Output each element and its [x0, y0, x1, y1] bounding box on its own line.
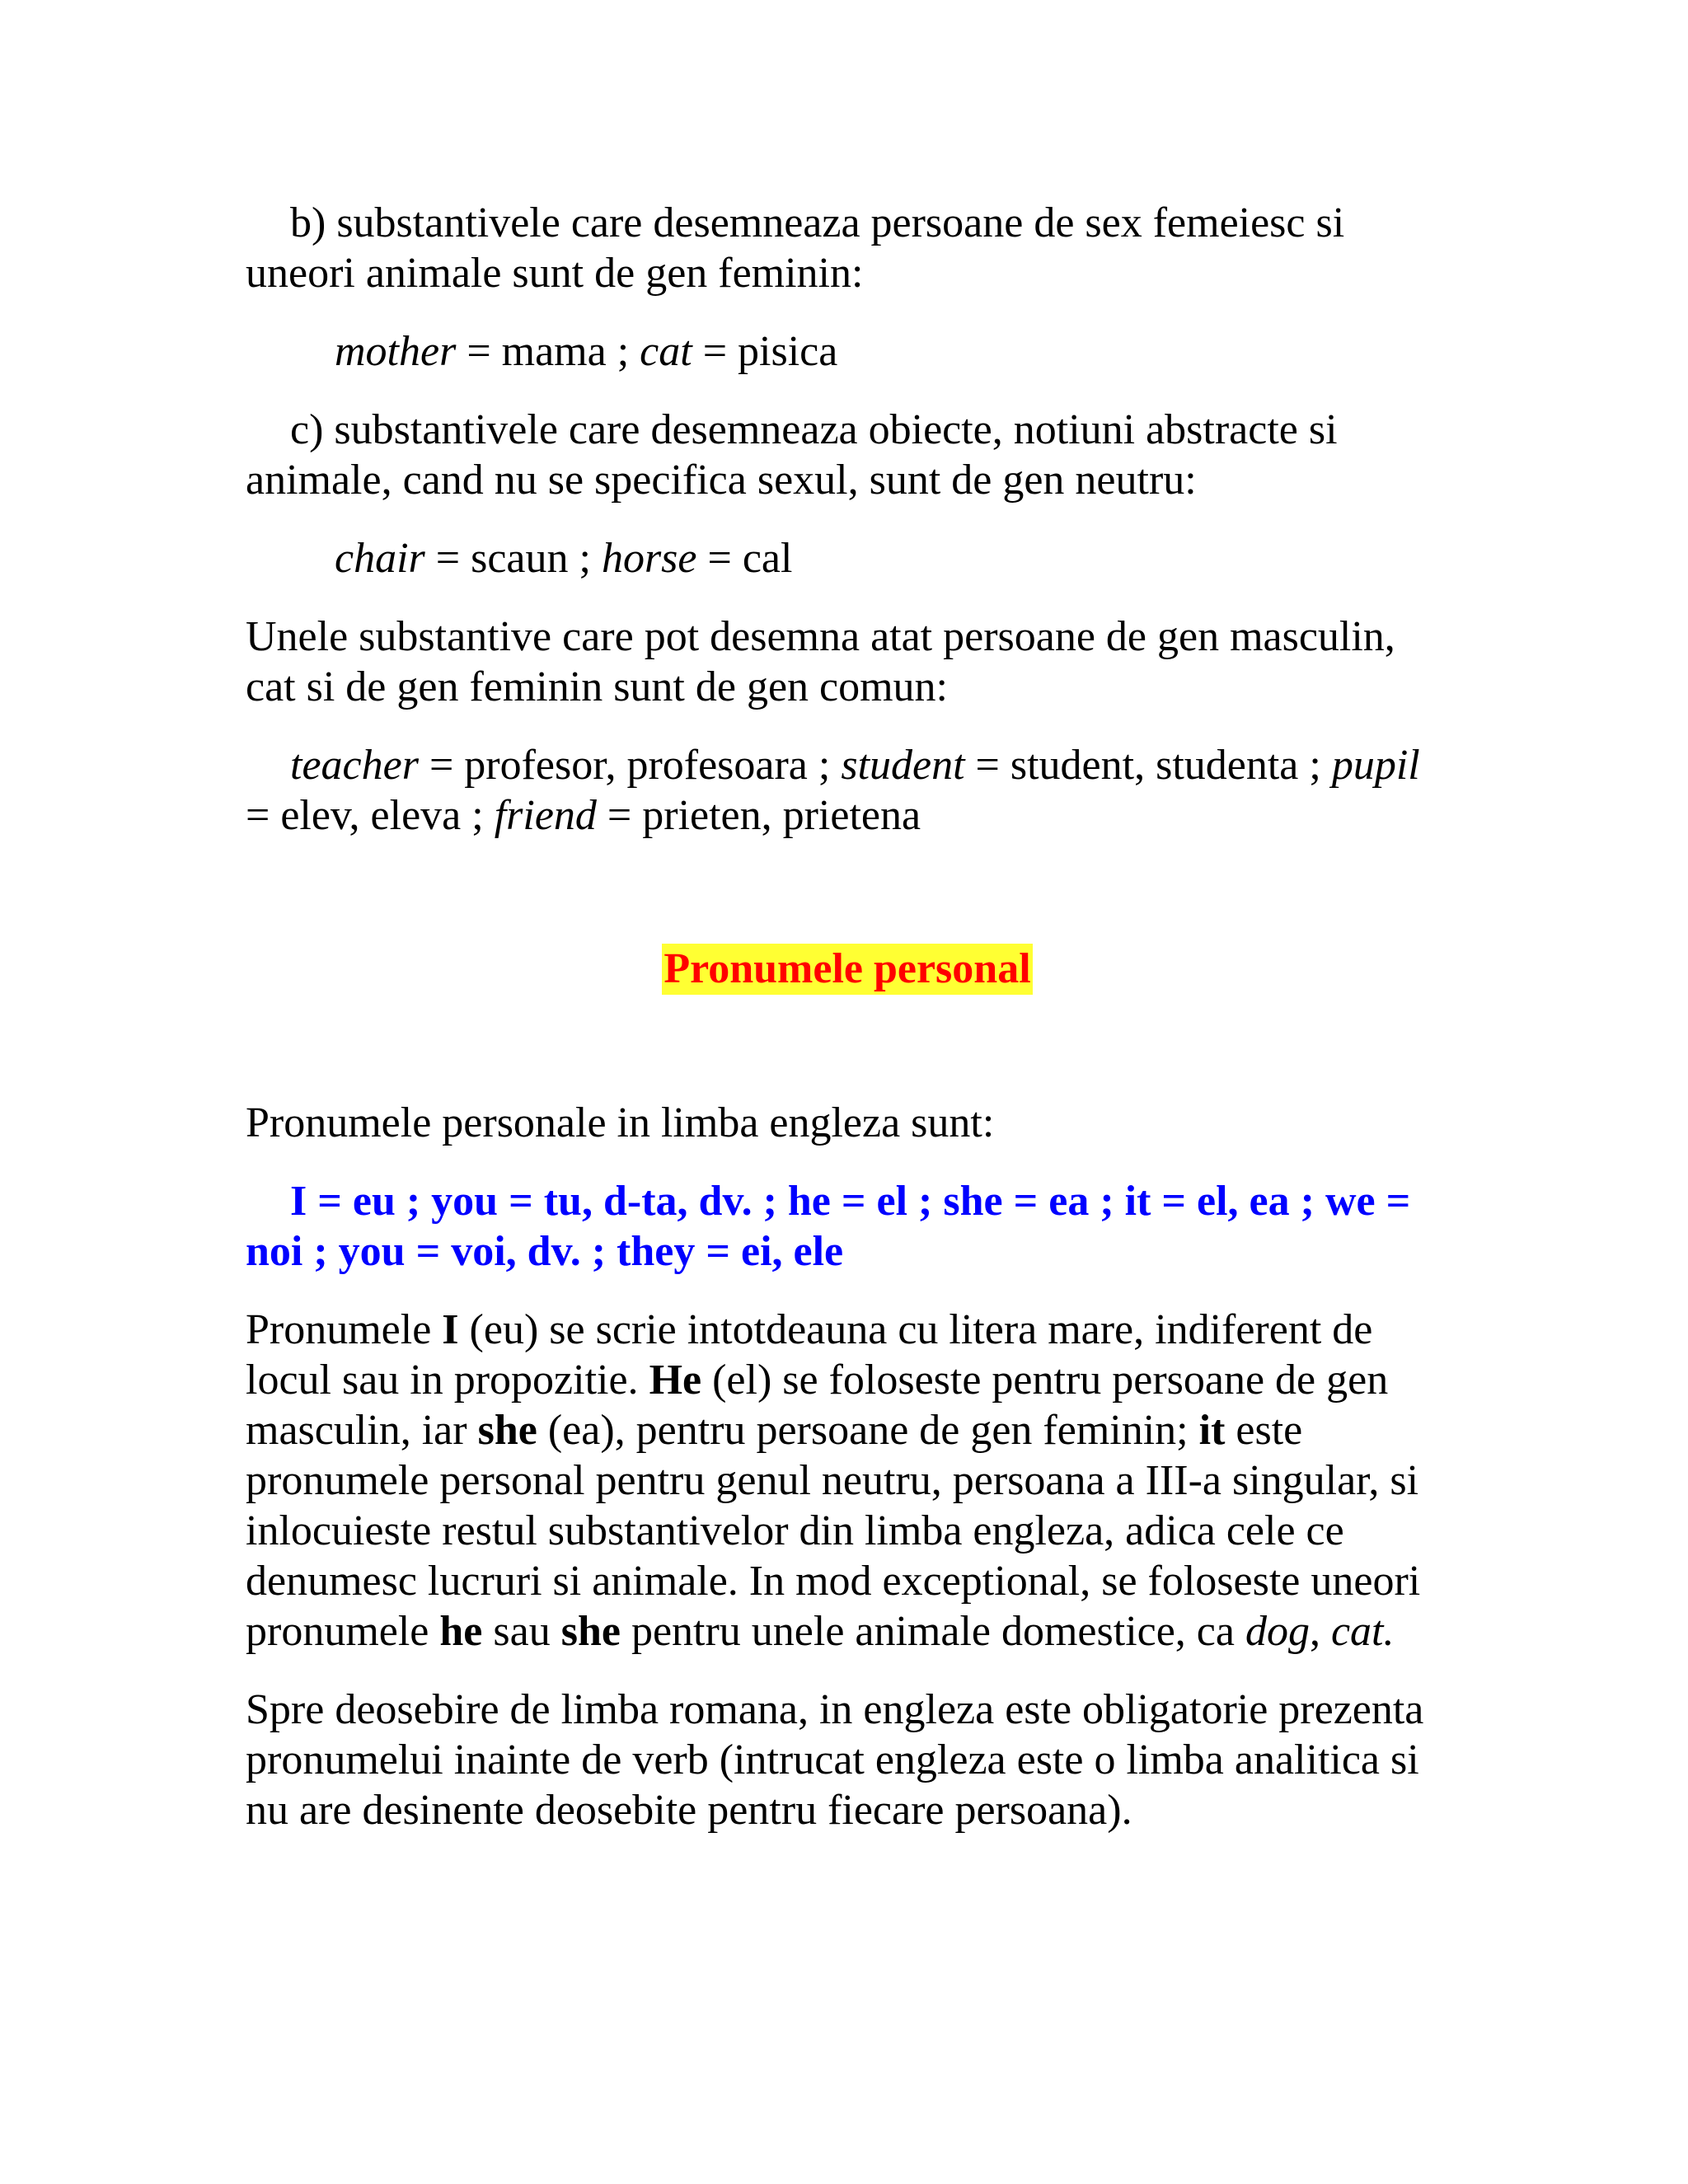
example-c [246, 533, 1449, 583]
paragraph-common-gender: Unele substantive care pot desemna atat persoane de gen masculin, cat si de gen feminin sunt de gen comun: [246, 613, 1395, 710]
term-teacher: teacher [290, 742, 419, 789]
paragraph-b: b) substantivele care desemneaza persoane de sex femeiesc si uneori animale sunt de gen feminin: [246, 199, 1345, 297]
pronouns-intro: Pronumele personale in limba engleza sunt: [246, 1099, 995, 1146]
bold-pronoun-i: I [442, 1306, 459, 1353]
term-cat: cat [640, 328, 692, 375]
text-fragment: pentru unele animale domestice, ca [620, 1608, 1245, 1655]
term-student: student [841, 742, 965, 789]
meaning-student: = student, studenta ; [964, 742, 1332, 789]
italic-dog: dog [1245, 1608, 1310, 1655]
meaning-teacher: = profesor, profesoara ; [418, 742, 842, 789]
meaning-cat: = pisica [692, 328, 838, 375]
meaning-mother: = mama ; [456, 328, 640, 375]
term-friend: friend [494, 792, 597, 839]
paragraph-pronoun-usage [246, 1305, 1449, 1657]
bold-pronoun-he: he [439, 1608, 483, 1655]
example-b [246, 326, 1449, 377]
term-mother: mother [335, 328, 457, 375]
meaning-horse: = cal [696, 535, 793, 582]
italic-cat: cat. [1330, 1608, 1395, 1655]
meaning-chair: = scaun ; [424, 535, 602, 582]
bold-pronoun-she: she [477, 1407, 537, 1454]
meaning-pupil: = elev, eleva ; [246, 792, 495, 839]
text-fragment: (ea), pentru persoane de gen feminin; [537, 1407, 1199, 1454]
term-chair: chair [335, 535, 425, 582]
example-common-gender [246, 740, 1449, 841]
text-fragment: este pronumele personal pentru genul neutru, persoana a III-a singular, si inlocuieste restul substantivelor din limba engleza, adica cele ce denumesc lucruri si animale. In mod exceptional, se foloseste uneori pronumele [246, 1407, 1421, 1655]
paragraph-verb-note: Spre deosebire de limba romana, in engleza este obligatorie prezenta pronumelui inainte de verb (intrucat engleza este o limba analitica si nu are desinente deosebite pentru fiecare persoana). [246, 1686, 1424, 1834]
meaning-friend: = prieten, prietena [596, 792, 921, 839]
page-content [246, 198, 1449, 1835]
text-fragment: sau [482, 1608, 561, 1655]
text-fragment: Pronumele [246, 1306, 443, 1353]
bold-pronoun-he: He [649, 1357, 702, 1404]
text-fragment: , [1309, 1608, 1331, 1655]
term-pupil: pupil [1331, 742, 1420, 789]
bold-pronoun-it: it [1198, 1407, 1226, 1454]
bold-pronoun-she: she [560, 1608, 621, 1655]
text-fragment: (el) se foloseste pentru persoane de gen masculin, iar [246, 1357, 1389, 1454]
section-title-wrap [246, 944, 1449, 995]
paragraph-c: c) substantivele care desemneaza obiecte, notiuni abstracte si animale, cand nu se specifica sexul, sunt de gen neutru: [246, 406, 1338, 504]
term-horse: horse [601, 535, 697, 582]
text-fragment: (eu) se scrie intotdeauna cu litera mare, indiferent de locul sau in propozitie. [246, 1306, 1373, 1404]
section-title: Pronumele personal [662, 944, 1032, 995]
pronoun-list: I = eu ; you = tu, d-ta, dv. ; he = el ; she = ea ; it = el, ea ; we = noi ; you = voi, dv. ; they = ei, ele [246, 1178, 1411, 1275]
